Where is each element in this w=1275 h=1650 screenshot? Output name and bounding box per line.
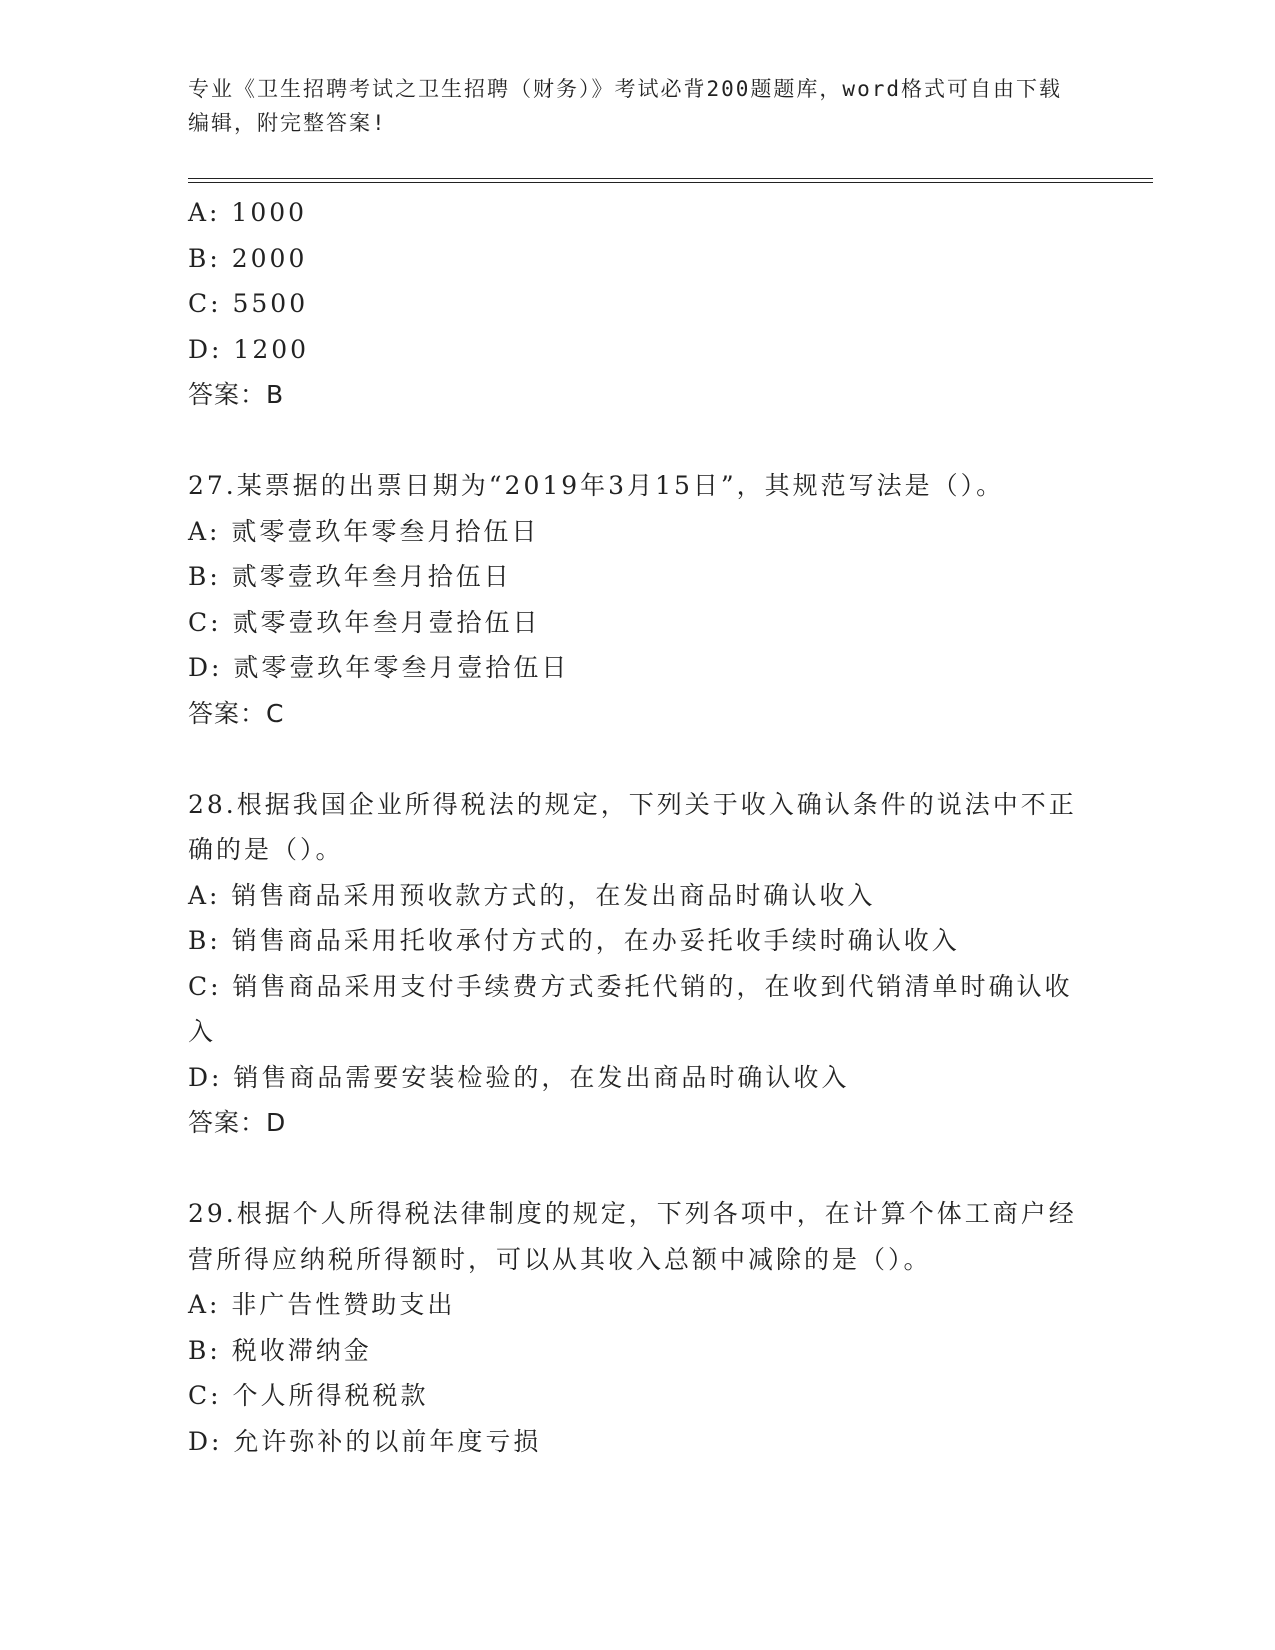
option-b: B: 2000 [188, 243, 308, 273]
option-d: D: 销售商品需要安装检验的，在发出商品时确认收入 [188, 1062, 850, 1092]
question-27 [188, 463, 1093, 736]
answer: 答案：C [188, 698, 285, 728]
option-d: D: 贰零壹玖年零叁月壹拾伍日 [188, 653, 570, 682]
option-d: D: 允许弥补的以前年度亏损 [188, 1426, 542, 1456]
header-divider-bottom [188, 182, 1153, 183]
question-26 [188, 190, 1093, 418]
document-header: 专业《卫生招聘考试之卫生招聘（财务）》考试必背200题题库，word格式可自由下载编辑，附完整答案! [188, 77, 1062, 135]
question-stem: 29.根据个人所得税法律制度的规定，下列各项中，在计算个体工商户经营所得应纳税所得额时，可以从其收入总额中减除的是（）。 [188, 1199, 1077, 1274]
question-28 [188, 782, 1093, 1146]
answer: 答案：D [188, 1108, 287, 1137]
option-d: D: 1200 [188, 334, 310, 364]
option-a: A: 销售商品采用预收款方式的，在发出商品时确认收入 [188, 880, 876, 910]
option-b: B: 贰零壹玖年叁月拾伍日 [188, 562, 512, 591]
option-a: A: 贰零壹玖年零叁月拾伍日 [188, 516, 540, 546]
option-c: C: 贰零壹玖年叁月壹拾伍日 [188, 607, 541, 637]
header-divider-top [188, 178, 1153, 179]
option-c: C: 个人所得税税款 [188, 1381, 429, 1410]
option-b: B: 税收滞纳金 [188, 1335, 372, 1365]
option-c: C: 销售商品采用支付手续费方式委托代销的，在收到代销清单时确认收入 [188, 971, 1073, 1046]
option-a: A: 非广告性赞助支出 [188, 1290, 456, 1319]
question-29 [188, 1191, 1093, 1464]
question-content [188, 190, 1093, 1464]
question-stem: 28.根据我国企业所得税法的规定，下列关于收入确认条件的说法中不正确的是（）。 [188, 789, 1077, 864]
option-b: B: 销售商品采用托收承付方式的，在办妥托收手续时确认收入 [188, 926, 960, 955]
option-a: A: 1000 [188, 198, 308, 227]
question-stem: 27.某票据的出票日期为“2019年3月15日”，其规范写法是（）。 [188, 471, 1005, 500]
answer: 答案：B [188, 380, 285, 409]
option-c: C: 5500 [188, 289, 309, 318]
